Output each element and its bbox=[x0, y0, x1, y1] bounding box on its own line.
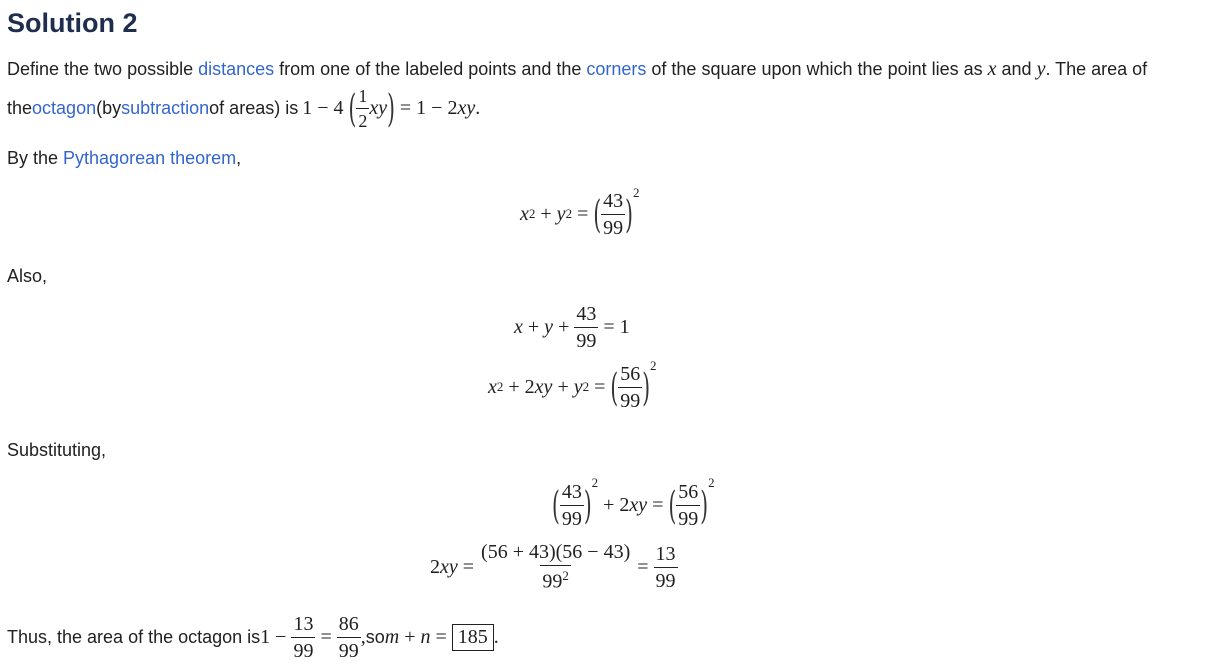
var-y: y bbox=[1036, 58, 1046, 80]
link-octagon[interactable]: octagon bbox=[32, 97, 97, 118]
also-label: Also, bbox=[7, 266, 48, 286]
final-area-expression: 1 − $\frac{13}{99}$ = $\frac{86}{99}$ , bbox=[260, 612, 366, 662]
paragraph-pythagorean: By the Pythagorean theorem, bbox=[7, 148, 242, 168]
area-expression: 1 − 4 ( $\frac{1}{2}$ xy ) = 1 − 2 xy . bbox=[302, 85, 481, 131]
equation-2xy: 2 xy = $\frac{(56 + 43)(56 - 43)}{99^2}$ = $\frac{13}{99}$ bbox=[430, 541, 676, 593]
var-x: x bbox=[987, 58, 997, 80]
equation-pythagorean: x 2 + y 2 = ( $\frac{43}{99}$ ) 2 bbox=[520, 185, 640, 239]
paragraph-line-2: the octagon (by subtraction of areas) is 1 − 4 ( $\frac{1}{2}$ xy ) = 1 − 2 xy . bbox=[7, 85, 481, 131]
solution-heading: Solution 2 bbox=[7, 8, 138, 38]
link-pythagorean-theorem[interactable]: Pythagorean theorem bbox=[63, 148, 237, 168]
link-corners[interactable]: corners bbox=[586, 59, 647, 79]
link-subtraction[interactable]: subtraction bbox=[121, 97, 210, 118]
final-answer-line: Thus, the area of the octagon is 1 − $\frac{13}{99}$ = $\frac{86}{99}$ , so m + n = 185 . bbox=[7, 612, 499, 662]
equation-squared-sum: x 2 + 2 xy + y 2 = ( $\frac{56}{99}$ ) 2 bbox=[488, 358, 657, 412]
final-sum-expression: m + n = 185 . bbox=[385, 624, 499, 651]
paragraph-line-1: Define the two possible distances from one of the labeled points and the corners of the square upon which the point lies as x and y. The area of bbox=[7, 58, 1148, 80]
equation-sum: x + y + $\frac{43}{99}$ = 1 bbox=[514, 303, 630, 352]
substituting-label: Substituting, bbox=[7, 440, 107, 460]
link-distances[interactable]: distances bbox=[198, 59, 275, 79]
answer-box: 185 bbox=[452, 624, 494, 651]
equation-substitution: ( $\frac{43}{99}$ ) 2 + 2 xy = ( $\frac{56}{99}$ ) 2 bbox=[552, 475, 715, 530]
